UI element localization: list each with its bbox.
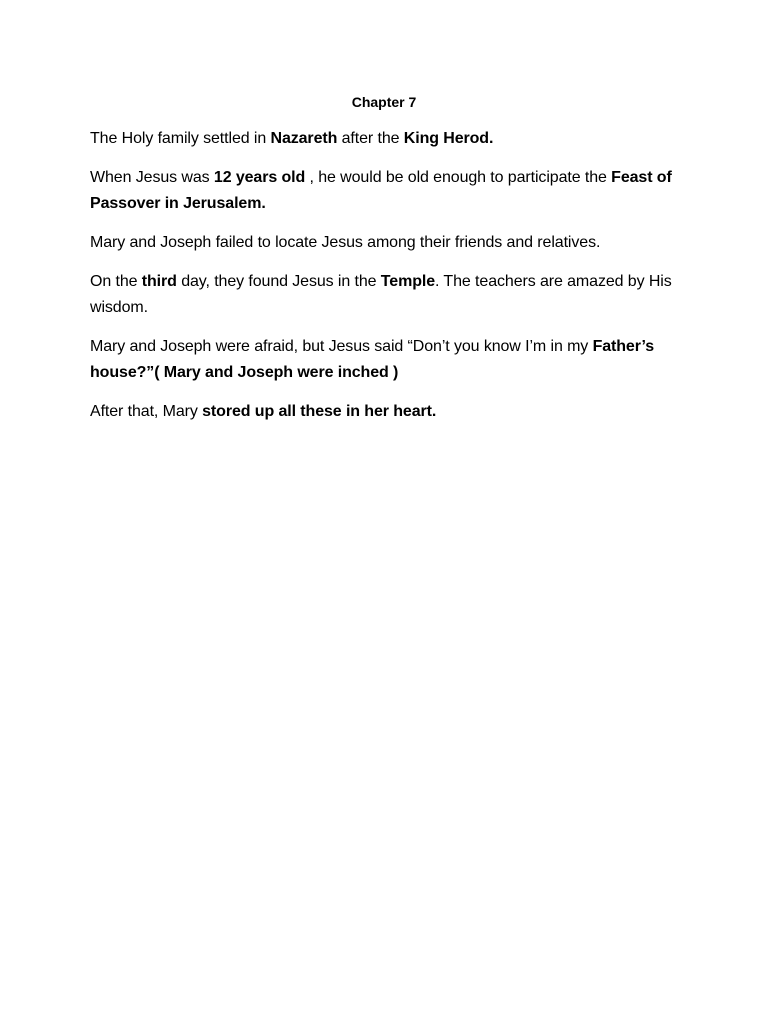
document-body — [90, 126, 690, 438]
text-run-bold: Feast of Passover in Jerusalem. — [90, 169, 672, 212]
text-run: . The teachers are amazed by His wisdom. — [90, 273, 672, 316]
text-run-bold: Father’s house?”( Mary and Joseph were inched ) — [90, 338, 655, 381]
text-run-bold: Temple — [380, 273, 436, 290]
text-run: After that, Mary — [90, 403, 203, 420]
text-run: Mary and Joseph were afraid, but Jesus said “Don’t you know I’m in my — [90, 338, 593, 355]
paragraph-fathers-house — [90, 334, 690, 386]
paragraph-third-day — [90, 269, 690, 321]
paragraph-settled — [90, 126, 690, 152]
text-run-bold: 12 years old — [213, 169, 306, 186]
text-run: after the — [337, 130, 404, 147]
paragraph-stored-up — [90, 399, 690, 425]
text-run-bold: third — [141, 273, 177, 290]
text-run: On the — [90, 273, 142, 290]
paragraph-twelve-years — [90, 165, 690, 217]
text-run-bold: King Herod. — [403, 130, 494, 147]
paragraph-failed-to-locate — [90, 230, 690, 256]
text-run: day, they found Jesus in the — [176, 273, 381, 290]
text-run: The Holy family settled in — [90, 130, 271, 147]
text-run-bold: Nazareth — [270, 130, 338, 147]
chapter-title: Chapter 7 — [351, 94, 417, 110]
text-run-bold: stored up all these in her heart. — [202, 403, 437, 420]
text-run: Mary and Joseph failed to locate Jesus among their friends and relatives. — [90, 234, 601, 251]
text-run: , he would be old enough to participate the — [305, 169, 612, 186]
text-run: When Jesus was — [90, 169, 214, 186]
